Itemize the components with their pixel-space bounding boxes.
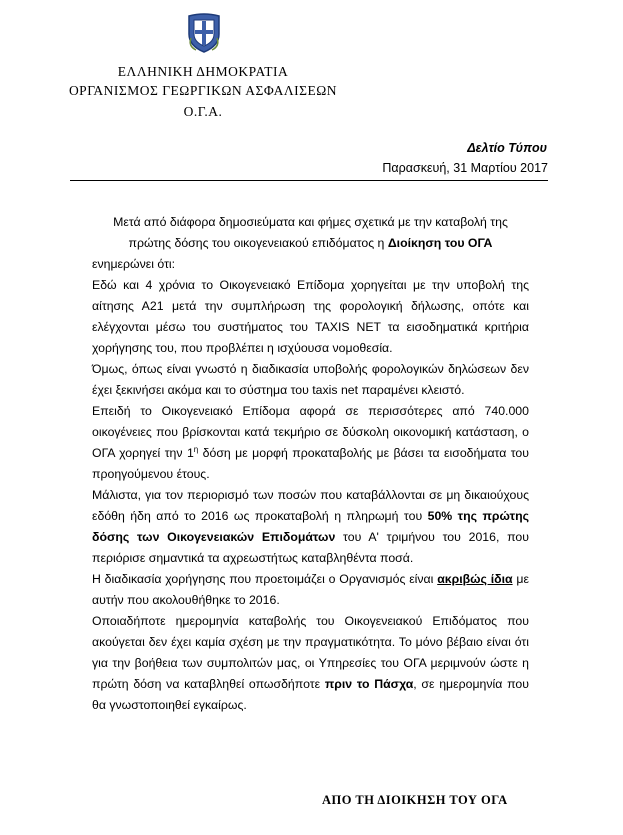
intro-end-text: ενημερώνει ότι: — [92, 257, 176, 271]
easter-text-a: Οποιαδήποτε ημερομηνία καταβολής του Οικογενειακού Επιδόματος που ακούγεται δεν έχει καμία σχέση με την πραγματικότητα. Το μόνο βέβαιο είναι ότι για την βοήθεια των συμπολιτών μας, οι Υπηρεσίες του ΟΓΑ μεριμνούν ώστε η πρώτη δόση να καταβληθεί οπωσδήποτε — [92, 614, 529, 691]
advance-text-b: του Α' τριμήνου του 2016, που περιόρισε σημαντικά τα αχρεωστήτως καταβληθέντα ποσά. — [92, 530, 529, 565]
advance-text-a: Μάλιστα, για τον περιορισμό των ποσών που καταβάλλονται σε μη δικαιούχους εδόθη ήδη από το 2016 ως προκαταβολή η πληρωμή του — [92, 488, 529, 523]
paragraph-advance — [92, 485, 529, 569]
easter-bold-text: πριν το Πάσχα — [324, 677, 414, 691]
document-body — [92, 212, 529, 716]
paragraph-procedure — [92, 569, 529, 611]
easter-text-b: , σε ημερομηνία που θα γνωστοποιηθεί εγκαίρως. — [92, 677, 529, 712]
greek-coat-of-arms-icon — [186, 12, 222, 54]
intro-bold-text: Διοίκηση του ΟΓΑ — [387, 236, 493, 250]
org-line-republic: ΕΛΛΗΝΙΚΗ ΔΗΜΟΚΡΑΤΙΑ — [117, 64, 289, 79]
press-release-date: Παρασκευή, 31 Μαρτίου 2017 — [382, 161, 548, 175]
paragraph-easter — [92, 611, 529, 716]
org-line-acronym: Ο.Γ.Α. — [183, 104, 223, 119]
intro-text: Μετά από διάφορα δημοσιεύματα και φήμες σχετικά με την καταβολή της πρώτης δόσης του οικογενειακού επιδόματος η — [113, 215, 508, 250]
paragraph-declarations: Όμως, όπως είναι γνωστό η διαδικασία υποβολής φορολογικών δηλώσεων δεν έχει ξεκινήσει ακόμα και το σύστημα του taxis net παραμένει κλειστό. — [92, 362, 529, 397]
org-line-name: ΟΡΓΑΝΙΣΜΟΣ ΓΕΩΡΓΙΚΩΝ ΑΣΦΑΛΙΣΕΩΝ — [68, 83, 338, 98]
signature: ΑΠΟ ΤΗ ΔΙΟΙΚΗΣΗ ΤΟΥ ΟΓΑ — [322, 793, 508, 807]
press-release-title: Δελτίο Τύπου — [467, 141, 547, 155]
families-text-a: Επειδή το Οικογενειακό Επίδομα αφορά σε περισσότερες από 740.000 οικογένειες που βρίσκονται κατά τεκμήριο σε δύσκολη οικονομική κατάσταση, ο ΟΓΑ χορηγεί την 1 — [92, 404, 529, 460]
procedure-bold-text: ακριβώς ίδια — [437, 572, 513, 586]
families-superscript: η — [193, 444, 199, 454]
paragraph-intro — [92, 212, 529, 275]
procedure-text-b: με αυτήν που ακολουθήθηκε το 2016. — [92, 572, 529, 607]
header-divider — [70, 180, 548, 181]
advance-bold-text: 50% της πρώτης δόσης των Οικογενειακών Επιδομάτων — [92, 509, 529, 544]
paragraph-taxis: Εδώ και 4 χρόνια το Οικογενειακό Επίδομα χορηγείται με την υποβολή της αίτησης Α21 μετά την συμπλήρωση της φορολογική δήλωσης, οπότε και ελέγχονται μέσω του συστήματος του TAXIS NET τα εισοδηματικά κριτήρια χορήγησης του, που προβλέπει η ισχύουσα νομοθεσία. — [92, 278, 529, 355]
families-text-b: δόση με μορφή προκαταβολής με βάσει τα εισοδήματα του προηγούμενου έτους. — [92, 446, 529, 481]
paragraph-families — [92, 401, 529, 485]
procedure-text-a: Η διαδικασία χορήγησης που προετοιμάζει ο Οργανισμός είναι — [92, 572, 434, 586]
